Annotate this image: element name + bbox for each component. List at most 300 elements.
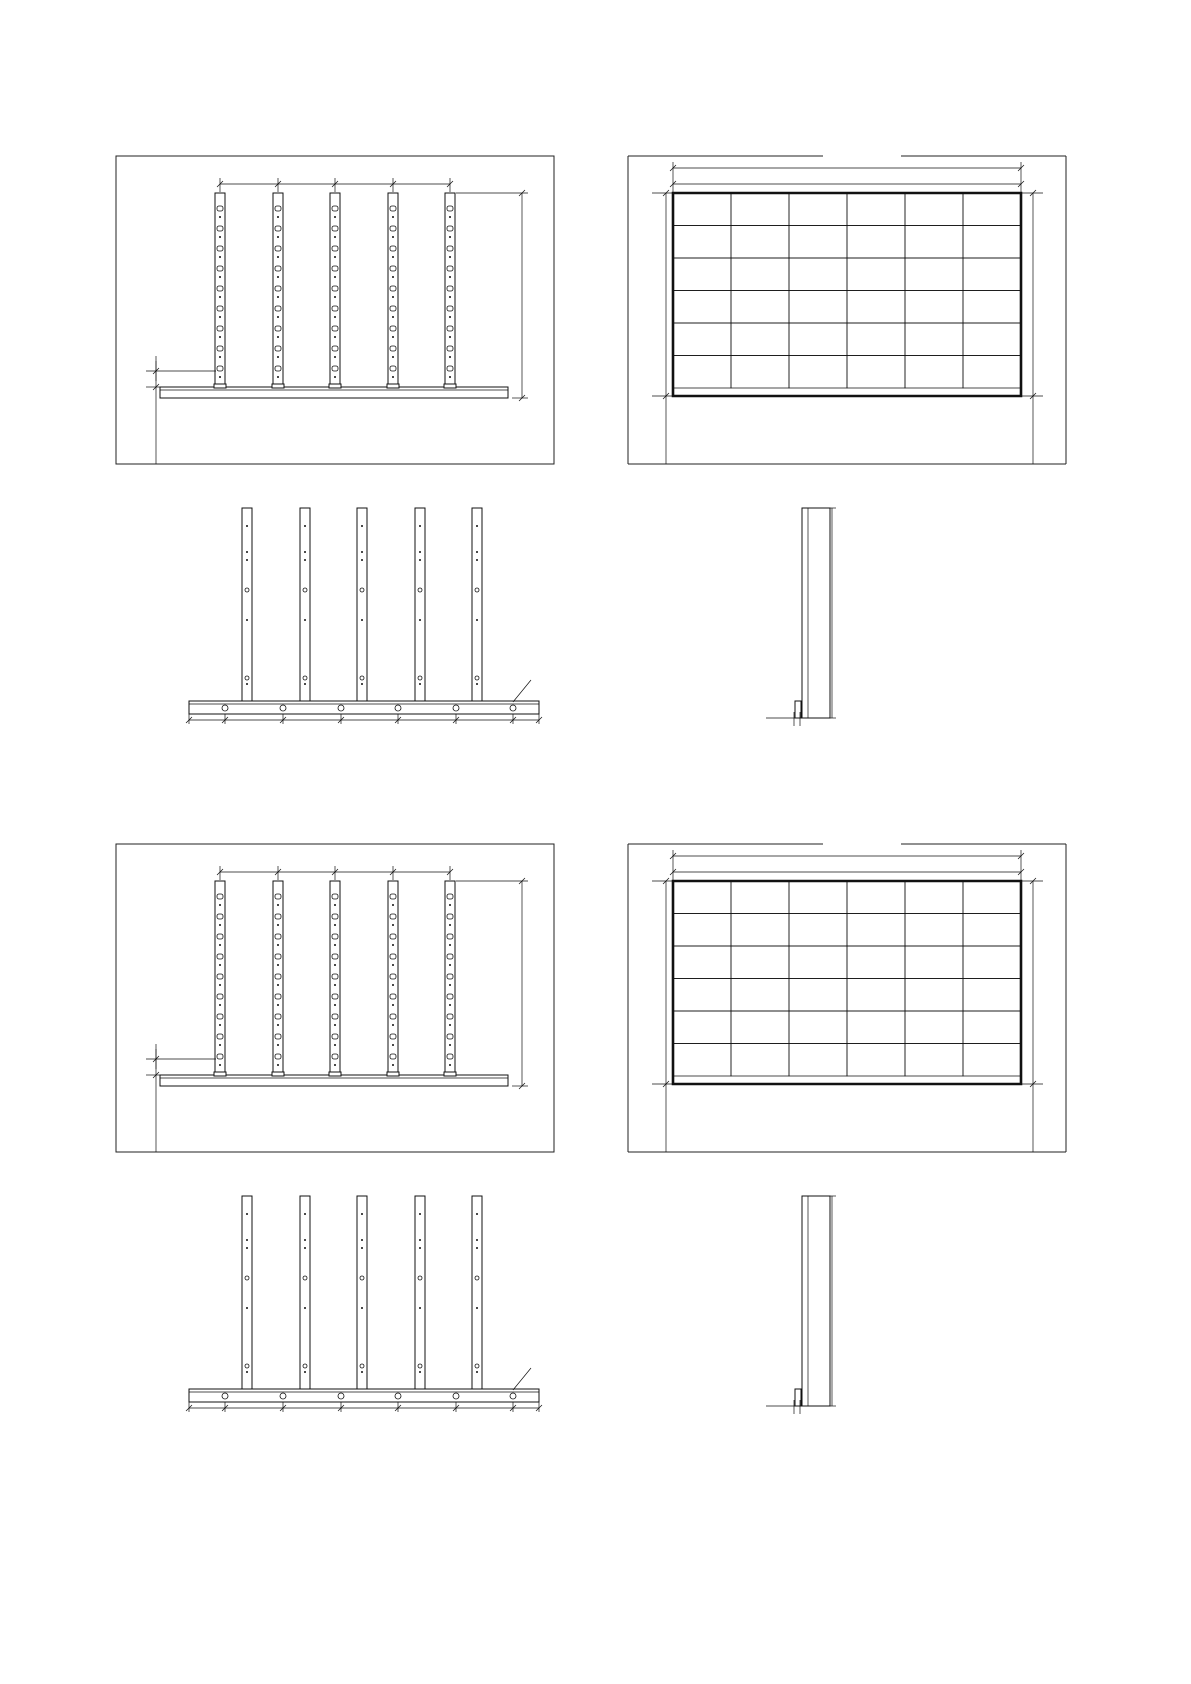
base-mount-hole <box>395 1393 401 1399</box>
upright-pin <box>449 276 451 278</box>
upright-slot <box>390 326 396 331</box>
rear-upright-pin <box>361 1371 363 1373</box>
upright-pin <box>449 216 451 218</box>
upright-slot <box>275 286 281 291</box>
upright-slot <box>390 246 396 251</box>
rear-upright-pin <box>304 1371 306 1373</box>
upright-slot <box>217 914 223 919</box>
base-beam <box>160 387 508 398</box>
upright-pin <box>277 276 279 278</box>
display-module <box>905 226 963 259</box>
module-grid <box>673 881 1021 1076</box>
upright-foot <box>272 1072 284 1076</box>
upright-4 <box>387 881 399 1076</box>
upright-pin <box>449 964 451 966</box>
upright-pin <box>334 1064 336 1066</box>
display-module <box>963 193 1021 226</box>
base-mount-hole <box>510 1393 516 1399</box>
rear-upright-pin <box>476 525 478 527</box>
rear-upright-2 <box>300 508 310 714</box>
upright-slot <box>217 1054 223 1059</box>
display-module <box>847 979 905 1012</box>
upright-pin <box>334 276 336 278</box>
display-module <box>789 946 847 979</box>
upright-foot <box>329 384 341 388</box>
rear-upright-hole <box>475 676 479 680</box>
upright-slot <box>275 246 281 251</box>
rear-upright-pin <box>246 619 248 621</box>
display-module <box>963 881 1021 914</box>
rear-upright-pin <box>476 1371 478 1373</box>
upright-pin <box>277 236 279 238</box>
upright-pin <box>219 376 221 378</box>
rear-upright-pin <box>246 683 248 685</box>
upright-pin <box>219 984 221 986</box>
upright-pin <box>392 984 394 986</box>
display-module <box>731 193 789 226</box>
upright-pin <box>392 904 394 906</box>
base-mount-hole <box>338 705 344 711</box>
upright-1 <box>214 193 226 388</box>
upright-pin <box>449 236 451 238</box>
rear-upright-5 <box>472 1196 482 1402</box>
rear-upright-pin <box>361 683 363 685</box>
display-module <box>963 356 1021 389</box>
upright-slot <box>275 994 281 999</box>
module-grid-elevation-panel-2 <box>628 844 1066 1152</box>
base-mount-hole <box>453 705 459 711</box>
upright-pin <box>219 356 221 358</box>
upright-pin <box>449 924 451 926</box>
upright-slot <box>332 974 338 979</box>
base-mount-hole <box>222 1393 228 1399</box>
rear-upright-hole <box>475 588 479 592</box>
upright-slot <box>447 1034 453 1039</box>
rear-upright-pin <box>419 1239 421 1241</box>
upright-pin <box>219 336 221 338</box>
upright-slot <box>447 366 453 371</box>
display-module <box>963 258 1021 291</box>
display-module <box>789 356 847 389</box>
upright-pin <box>449 316 451 318</box>
upright-pin <box>392 276 394 278</box>
upright-slot <box>217 894 223 899</box>
upright-pin <box>219 296 221 298</box>
frame-elevation-panel-2 <box>116 844 554 1152</box>
rear-upright-pin <box>361 525 363 527</box>
upright-pin <box>449 1064 451 1066</box>
rear-upright-pin <box>304 619 306 621</box>
display-module <box>963 226 1021 259</box>
display-module <box>731 258 789 291</box>
upright-pin <box>449 256 451 258</box>
display-module <box>673 1011 731 1044</box>
upright-pin <box>334 964 336 966</box>
upright-slot <box>217 934 223 939</box>
upright-slot <box>275 306 281 311</box>
rear-upright-pin <box>476 619 478 621</box>
rear-upright-pin <box>419 619 421 621</box>
upright-5 <box>444 193 456 388</box>
upright-pin <box>392 356 394 358</box>
display-module <box>673 258 731 291</box>
rear-upright-5 <box>472 508 482 714</box>
upright-pin <box>334 904 336 906</box>
upright-slot <box>447 286 453 291</box>
rear-upright-hole <box>418 676 422 680</box>
upright-slot <box>390 346 396 351</box>
upright-3 <box>329 193 341 388</box>
upright-pin <box>334 216 336 218</box>
rear-upright-hole <box>360 588 364 592</box>
rear-upright-pin <box>361 1239 363 1241</box>
side-view-1 <box>766 508 836 726</box>
rear-upright-pin <box>361 1213 363 1215</box>
upright-pin <box>219 904 221 906</box>
base-mount-hole <box>395 705 401 711</box>
upright-pin <box>334 296 336 298</box>
rear-upright-hole <box>303 676 307 680</box>
upright-pin <box>334 336 336 338</box>
upright-slot <box>217 286 223 291</box>
upright-pin <box>219 276 221 278</box>
rear-upright-hole <box>418 1364 422 1368</box>
rear-upright-pin <box>304 551 306 553</box>
display-module <box>731 356 789 389</box>
upright-slot <box>217 266 223 271</box>
display-module <box>731 946 789 979</box>
rear-upright-pin <box>246 1213 248 1215</box>
upright-slot <box>332 306 338 311</box>
upright-pin <box>277 336 279 338</box>
upright-slot <box>217 306 223 311</box>
display-module <box>789 258 847 291</box>
upright-slot <box>332 206 338 211</box>
upright-pin <box>392 924 394 926</box>
display-module <box>847 323 905 356</box>
upright-slot <box>332 914 338 919</box>
upright-pin <box>449 296 451 298</box>
rear-upright-pin <box>304 1213 306 1215</box>
upright-foot <box>329 1072 341 1076</box>
upright-slot <box>217 994 223 999</box>
upright-slot <box>275 1054 281 1059</box>
upright-pin <box>392 216 394 218</box>
display-module <box>731 1011 789 1044</box>
display-module <box>789 291 847 324</box>
upright-pin <box>277 256 279 258</box>
display-module <box>789 193 847 226</box>
upright-slot <box>390 366 396 371</box>
side-cabinet <box>802 1196 830 1406</box>
upright-foot <box>214 1072 226 1076</box>
upright-slot <box>390 894 396 899</box>
upright-slot <box>332 346 338 351</box>
upright-slot <box>275 226 281 231</box>
rear-upright-pin <box>304 559 306 561</box>
rear-upright-pin <box>246 1371 248 1373</box>
upright-slot <box>390 954 396 959</box>
rear-upright-hole <box>360 676 364 680</box>
rear-upright-pin <box>361 619 363 621</box>
upright-2 <box>272 881 284 1076</box>
rear-upright-pin <box>476 1247 478 1249</box>
display-module <box>905 1044 963 1077</box>
display-module <box>731 1044 789 1077</box>
rear-upright-pin <box>246 1307 248 1309</box>
display-module <box>905 258 963 291</box>
rear-upright-pin <box>304 525 306 527</box>
upright-pin <box>334 924 336 926</box>
upright-4 <box>387 193 399 388</box>
upright-slot <box>390 266 396 271</box>
rear-base-beam <box>189 701 539 714</box>
leader-line <box>513 680 531 702</box>
side-cabinet <box>802 508 830 718</box>
display-module <box>963 323 1021 356</box>
display-module <box>847 291 905 324</box>
display-module <box>673 291 731 324</box>
display-module <box>905 1011 963 1044</box>
rear-upright-pin <box>246 1247 248 1249</box>
rear-upright-pin <box>304 1239 306 1241</box>
upright-pin <box>334 316 336 318</box>
upright-slot <box>332 954 338 959</box>
upright-pin <box>334 984 336 986</box>
upright-pin <box>277 904 279 906</box>
rear-upright-pin <box>419 1247 421 1249</box>
display-module <box>731 323 789 356</box>
upright-pin <box>449 1004 451 1006</box>
display-module <box>847 258 905 291</box>
upright-slot <box>447 306 453 311</box>
rear-base-beam <box>189 1389 539 1402</box>
display-module <box>731 881 789 914</box>
upright-foot <box>387 1072 399 1076</box>
display-module <box>731 914 789 947</box>
upright-pin <box>219 1044 221 1046</box>
upright-slot <box>447 206 453 211</box>
base-mount-hole <box>453 1393 459 1399</box>
display-module <box>905 881 963 914</box>
base-mount-hole <box>338 1393 344 1399</box>
rear-upright-pin <box>476 1213 478 1215</box>
display-module <box>963 291 1021 324</box>
rear-upright-1 <box>242 508 252 714</box>
upright-slot <box>275 934 281 939</box>
rear-upright-pin <box>304 1307 306 1309</box>
upright-slot <box>390 1034 396 1039</box>
base-mount-hole <box>510 705 516 711</box>
display-module <box>847 193 905 226</box>
upright-slot <box>217 954 223 959</box>
upright-pin <box>277 1064 279 1066</box>
upright-slot <box>332 246 338 251</box>
upright-slot <box>275 1034 281 1039</box>
upright-pin <box>277 216 279 218</box>
upright-2 <box>272 193 284 388</box>
upright-pin <box>277 356 279 358</box>
upright-pin <box>219 216 221 218</box>
rear-upright-pin <box>476 1307 478 1309</box>
rear-upright-3 <box>357 1196 367 1402</box>
display-module <box>673 1044 731 1077</box>
display-module <box>673 356 731 389</box>
upright-pin <box>449 376 451 378</box>
upright-slot <box>390 974 396 979</box>
display-module <box>789 1044 847 1077</box>
upright-pin <box>449 1024 451 1026</box>
rear-upright-1 <box>242 1196 252 1402</box>
display-module <box>731 291 789 324</box>
upright-pin <box>277 316 279 318</box>
rear-upright-pin <box>246 525 248 527</box>
upright-pin <box>277 1004 279 1006</box>
upright-pin <box>277 984 279 986</box>
upright-slot <box>332 1034 338 1039</box>
upright-slot <box>275 266 281 271</box>
base-mount-hole <box>280 705 286 711</box>
upright-slot <box>275 366 281 371</box>
upright-slot <box>447 974 453 979</box>
upright-pin <box>449 336 451 338</box>
display-module <box>905 979 963 1012</box>
upright-pin <box>392 336 394 338</box>
upright-pin <box>392 964 394 966</box>
upright-pin <box>449 904 451 906</box>
upright-slot <box>390 1054 396 1059</box>
display-module <box>789 1011 847 1044</box>
rear-upright-hole <box>245 676 249 680</box>
upright-pin <box>392 944 394 946</box>
side-view-2 <box>766 1196 836 1414</box>
frame-elevation-panel-1 <box>116 156 554 464</box>
rear-upright-hole <box>360 1364 364 1368</box>
upright-pin <box>392 376 394 378</box>
upright-slot <box>390 1014 396 1019</box>
rear-upright-pin <box>419 1307 421 1309</box>
rear-upright-hole <box>418 1276 422 1280</box>
rear-upright-pin <box>361 1307 363 1309</box>
rear-upright-pin <box>361 559 363 561</box>
rear-structure-view-2 <box>186 1196 542 1412</box>
upright-slot <box>390 286 396 291</box>
upright-pin <box>392 1004 394 1006</box>
upright-pin <box>449 984 451 986</box>
upright-slot <box>217 206 223 211</box>
rear-upright-hole <box>245 1276 249 1280</box>
upright-slot <box>447 934 453 939</box>
upright-pin <box>449 944 451 946</box>
base-beam <box>160 1075 508 1086</box>
upright-slot <box>447 226 453 231</box>
rear-upright-pin <box>476 1239 478 1241</box>
upright-slot <box>217 226 223 231</box>
upright-pin <box>277 296 279 298</box>
base-mount-hole <box>280 1393 286 1399</box>
rear-upright-2 <box>300 1196 310 1402</box>
rear-upright-pin <box>419 559 421 561</box>
display-module <box>789 226 847 259</box>
display-module <box>905 914 963 947</box>
upright-pin <box>334 1044 336 1046</box>
upright-pin <box>219 1064 221 1066</box>
upright-slot <box>447 246 453 251</box>
rear-upright-pin <box>304 1247 306 1249</box>
rear-upright-hole <box>245 1364 249 1368</box>
upright-pin <box>334 944 336 946</box>
display-module <box>847 356 905 389</box>
rear-upright-4 <box>415 508 425 714</box>
upright-slot <box>332 894 338 899</box>
upright-pin <box>334 356 336 358</box>
upright-pin <box>334 1024 336 1026</box>
upright-pin <box>219 944 221 946</box>
upright-pin <box>449 356 451 358</box>
display-module <box>789 881 847 914</box>
display-module <box>673 193 731 226</box>
rear-upright-4 <box>415 1196 425 1402</box>
display-module <box>673 914 731 947</box>
display-module <box>905 291 963 324</box>
upright-slot <box>332 286 338 291</box>
display-module <box>963 946 1021 979</box>
upright-foot <box>214 384 226 388</box>
display-module <box>963 1044 1021 1077</box>
rear-upright-pin <box>419 551 421 553</box>
upright-slot <box>332 934 338 939</box>
upright-slot <box>275 954 281 959</box>
rear-upright-pin <box>246 559 248 561</box>
rear-upright-hole <box>360 1276 364 1280</box>
leader-line <box>513 1368 531 1390</box>
upright-pin <box>392 1024 394 1026</box>
rear-structure-view-1 <box>186 508 542 724</box>
rear-upright-hole <box>303 1276 307 1280</box>
upright-slot <box>275 894 281 899</box>
upright-pin <box>392 1064 394 1066</box>
display-module <box>673 946 731 979</box>
upright-slot <box>275 914 281 919</box>
rear-upright-pin <box>246 551 248 553</box>
upright-slot <box>332 1054 338 1059</box>
upright-pin <box>219 236 221 238</box>
rear-upright-hole <box>418 588 422 592</box>
upright-slot <box>217 1014 223 1019</box>
upright-slot <box>390 934 396 939</box>
rear-upright-pin <box>419 1213 421 1215</box>
upright-pin <box>392 236 394 238</box>
module-grid <box>673 193 1021 388</box>
upright-pin <box>334 256 336 258</box>
upright-slot <box>217 366 223 371</box>
rear-upright-hole <box>303 1364 307 1368</box>
rear-upright-pin <box>476 559 478 561</box>
display-module <box>673 881 731 914</box>
upright-3 <box>329 881 341 1076</box>
upright-slot <box>447 954 453 959</box>
upright-slot <box>332 326 338 331</box>
upright-slot <box>447 346 453 351</box>
upright-pin <box>277 944 279 946</box>
upright-pin <box>277 1044 279 1046</box>
display-module <box>905 323 963 356</box>
display-module <box>847 1011 905 1044</box>
rear-upright-pin <box>476 551 478 553</box>
upright-slot <box>447 914 453 919</box>
display-module <box>905 193 963 226</box>
rear-upright-pin <box>419 1371 421 1373</box>
